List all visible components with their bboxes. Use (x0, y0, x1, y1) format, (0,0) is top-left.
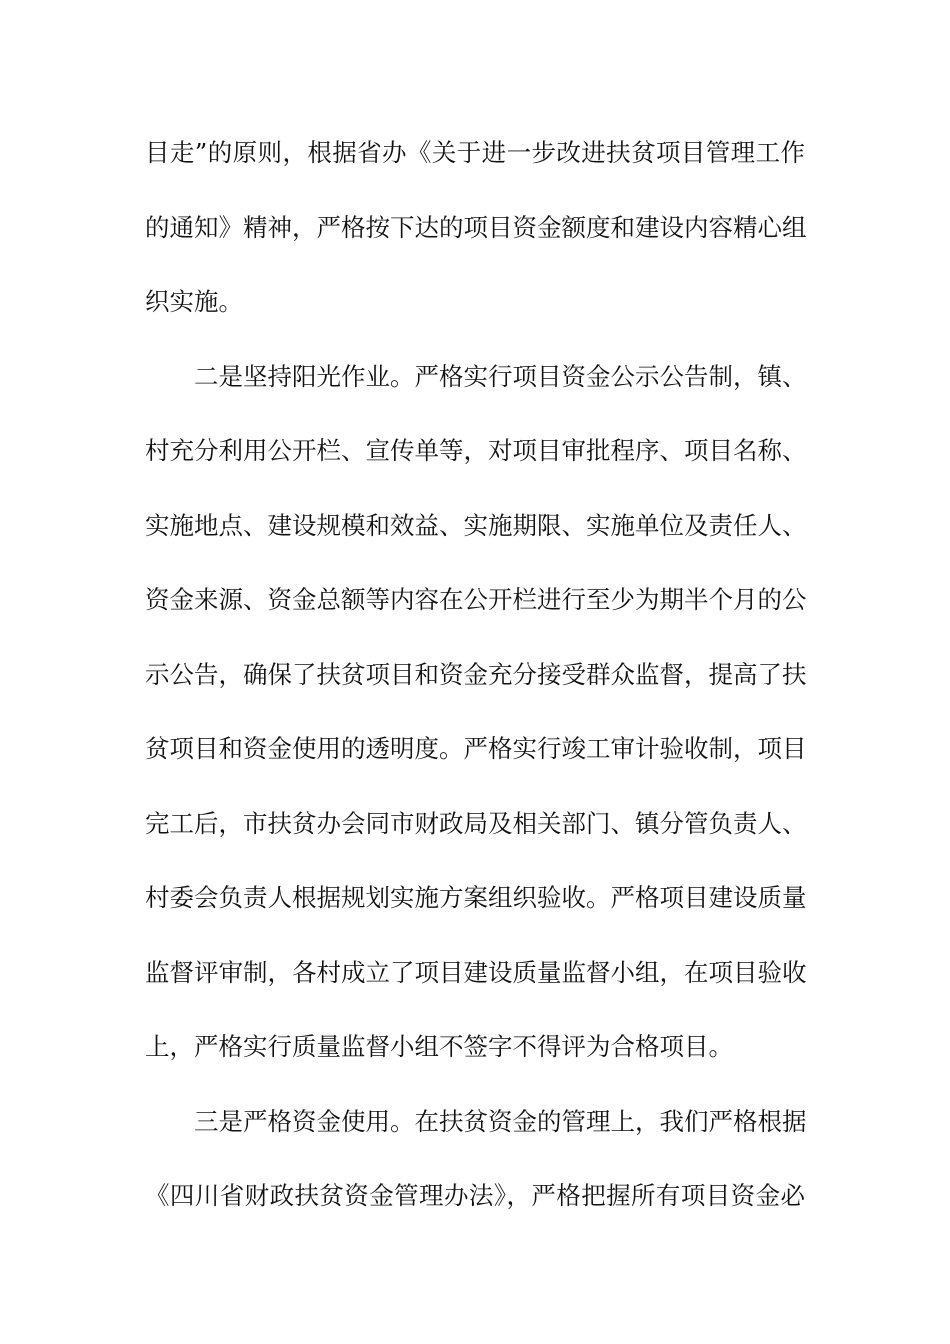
text-line: 村充分利用公开栏、宣传单等，对项目审批程序、项目名称、 (145, 436, 807, 465)
text-line: 目走”的原则，根据省办《关于进一步改进扶贫项目管理工作 (145, 138, 805, 167)
text-line: 资金来源、资金总额等内容在公开栏进行至少为期半个月的公 (145, 585, 807, 614)
text-line: 织实施。 (145, 287, 243, 316)
text-line: 《四川省财政扶贫资金管理办法》，严格把握所有项目资金必 (145, 1181, 805, 1210)
text-line: 监督评审制，各村成立了项目建设质量监督小组，在项目验收 (145, 957, 807, 987)
text-line: 贫项目和资金使用的透明度。严格实行竣工审计验收制，项目 (145, 734, 807, 763)
text-line: 村委会负责人根据规划实施方案组织验收。严格项目建设质量 (145, 883, 807, 912)
text-line: 的通知》精神，严格按下达的项目资金额度和建设内容精心组 (145, 212, 807, 242)
text-line: 示公告，确保了扶贫项目和资金充分接受群众监督，提高了扶 (145, 659, 807, 689)
text-line: 完工后，市扶贫办会同市财政局及相关部门、镇分管负责人、 (145, 808, 807, 838)
paragraph-start-line: 二是坚持阳光作业。严格实行项目资金公示公告制，镇、 (194, 361, 807, 391)
text-line: 上，严格实行质量监督小组不签字不得评为合格项目。 (145, 1032, 733, 1061)
text-line: 实施地点、建设规模和效益、实施期限、实施单位及责任人、 (145, 510, 807, 540)
body-text (145, 126, 805, 1244)
paragraph-start-line: 三是严格资金使用。在扶贫资金的管理上，我们严格根据 (194, 1106, 807, 1136)
